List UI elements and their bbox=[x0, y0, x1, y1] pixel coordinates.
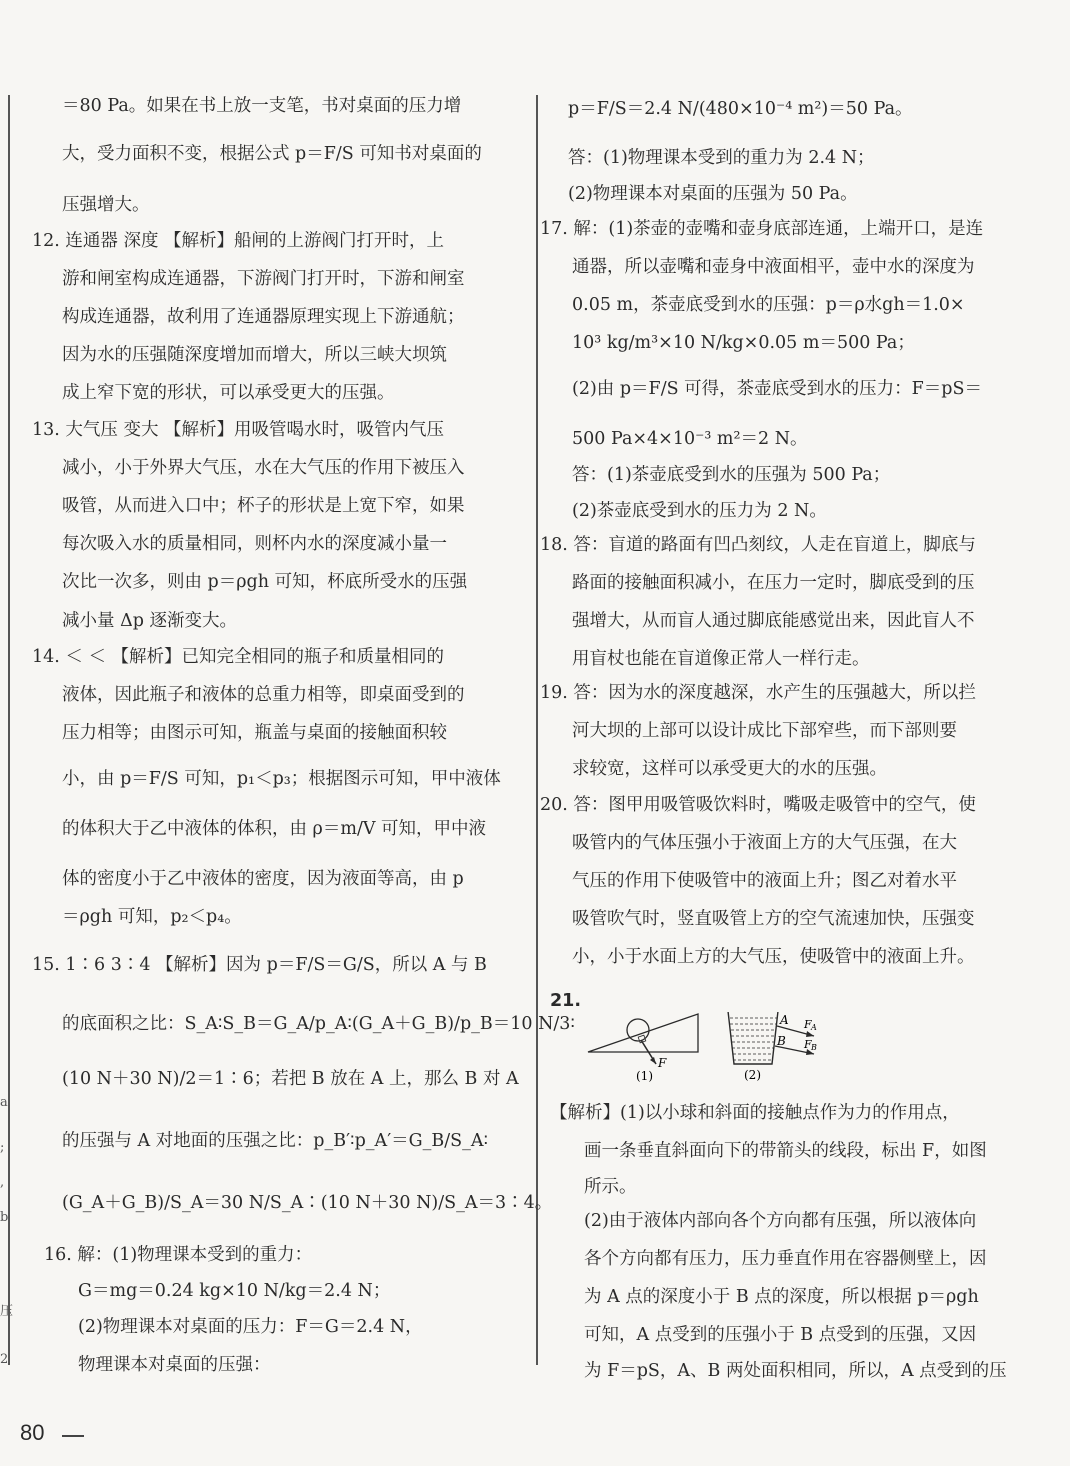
text-line: 小，由 p＝F/S 可知，p₁＜p₃；根据图示可知，甲中液体 bbox=[62, 769, 501, 789]
left-margin-rule bbox=[8, 95, 10, 1365]
text-line: 构成连通器，故利用了连通器原理实现上下游通航； bbox=[62, 307, 465, 327]
text-line: G＝mg＝0.24 kg×10 N/kg＝2.4 N； bbox=[78, 1281, 391, 1301]
text-line: 用盲杖也能在盲道像正常人一样行走。 bbox=[572, 649, 870, 669]
fig2-force-b-sub: B bbox=[811, 1043, 817, 1052]
text-line: 河大坝的上部可以设计成比下部窄些，而下部则要 bbox=[572, 721, 957, 741]
page-number-dash bbox=[62, 1435, 84, 1437]
text-line: 的压强与 A 对地面的压强之比：p_B′∶p_A′＝G_B/S_A∶ bbox=[62, 1131, 489, 1151]
text-line: 500 Pa×4×10⁻³ m²＝2 N。 bbox=[572, 429, 808, 449]
answer-19: 19. 答：因为水的深度越深，水产生的压强越大，所以拦 bbox=[540, 683, 976, 703]
text-line: p＝F/S＝2.4 N/(480×10⁻⁴ m²)＝50 Pa。 bbox=[568, 99, 913, 119]
text-line: 所示。 bbox=[584, 1177, 637, 1197]
text-line: 每次吸入水的质量相同，则杯内水的深度减小量一 bbox=[62, 534, 447, 554]
text-line: ＝80 Pa。如果在书上放一支笔，书对桌面的压力增 bbox=[62, 96, 462, 116]
text-line: 因为水的压强随深度增加而增大，所以三峡大坝筑 bbox=[62, 345, 447, 365]
text-line: 气压的作用下使吸管中的液面上升；图乙对着水平 bbox=[572, 871, 957, 891]
text-line: 为 F＝pS，A、B 两处面积相同，所以，A 点受到的压 bbox=[584, 1361, 1007, 1381]
text-line: (2)由于液体内部向各个方向都有压强，所以液体向 bbox=[584, 1211, 977, 1231]
text-line: (10 N＋30 N)/2＝1∶6；若把 B 放在 A 上，那么 B 对 A bbox=[62, 1069, 519, 1089]
margin-fragment: 压 bbox=[0, 1304, 14, 1319]
text-line: 画一条垂直斜面向下的带箭头的线段，标出 F，如图 bbox=[584, 1141, 987, 1161]
answer-17: 17. 解：(1)茶壶的壶嘴和壶身底部连通，上端开口，是连 bbox=[540, 219, 984, 239]
text-line: 减小量 Δp 逐渐变大。 bbox=[62, 611, 237, 631]
fig2-caption: (2) bbox=[744, 1068, 761, 1082]
answer-21: 21. bbox=[550, 991, 582, 1011]
text-line: 吸管，从而进入口中；杯子的形状是上宽下窄，如果 bbox=[62, 496, 465, 516]
text-line: 的体积大于乙中液体的体积，由 ρ＝m/V 可知，甲中液 bbox=[62, 819, 487, 839]
figure-1-incline bbox=[588, 1014, 698, 1082]
text-line: 通器，所以壶嘴和壶身中液面相平，壶中水的深度为 bbox=[572, 257, 975, 277]
text-line: (2)茶壶底受到水的压力为 2 N。 bbox=[572, 501, 827, 521]
fig2-force-a-sub: A bbox=[811, 1023, 817, 1032]
answer-20: 20. 答：图甲用吸管吸饮料时，嘴吸走吸管中的空气，使 bbox=[540, 795, 976, 815]
text-line: 路面的接触面积减小，在压力一定时，脚底受到的压 bbox=[572, 573, 975, 593]
text-line: (2)由 p＝F/S 可得，茶壶底受到水的压力：F＝pS＝ bbox=[572, 379, 982, 399]
text-line: 可知，A 点受到的压强小于 B 点受到的压强，又因 bbox=[584, 1325, 977, 1345]
text-line: 小，小于水面上方的大气压，使吸管中的液面上升。 bbox=[572, 947, 975, 967]
text-line: 吸管吹气时，竖直吸管上方的空气流速加快，压强变 bbox=[572, 909, 975, 929]
page-number: 80 bbox=[20, 1420, 45, 1445]
q21-figures bbox=[578, 1012, 858, 1082]
text-line: 游和闸室构成连通器，下游阀门打开时，下游和闸室 bbox=[62, 269, 465, 289]
text-line: 物理课本对桌面的压强： bbox=[78, 1355, 271, 1375]
fig1-caption: (1) bbox=[636, 1069, 653, 1082]
margin-fragment: b bbox=[0, 1210, 9, 1225]
text-line: 大，受力面积不变，根据公式 p＝F/S 可知书对桌面的 bbox=[62, 144, 482, 164]
text-line: 答：(1)物理课本受到的重力为 2.4 N； bbox=[568, 148, 875, 168]
fig2-point-a: A bbox=[780, 1013, 789, 1027]
margin-fragment: ; bbox=[0, 1140, 5, 1155]
fig2-force-a: F bbox=[804, 1018, 812, 1031]
figure-2-container bbox=[728, 1012, 817, 1082]
text-line: 求较宽，这样可以承受更大的水的压强。 bbox=[572, 759, 887, 779]
fig1-force-label: F bbox=[658, 1056, 667, 1070]
text-line: (G_A＋G_B)/S_A＝30 N/S_A∶(10 N＋30 N)/S_A＝3∶4。 bbox=[62, 1193, 553, 1213]
text-line: 减小，小于外界大气压，水在大气压的作用下被压入 bbox=[62, 458, 465, 478]
text-line: 次比一次多，则由 p＝ρgh 可知，杯底所受水的压强 bbox=[62, 572, 468, 592]
margin-fragment: , bbox=[0, 1175, 5, 1190]
text-line: 各个方向都有压力，压力垂直作用在容器侧壁上，因 bbox=[584, 1249, 987, 1269]
fig2-point-b: B bbox=[777, 1034, 786, 1048]
text-line: 【解析】(1)以小球和斜面的接触点作为力的作用点， bbox=[550, 1103, 960, 1123]
text-line: ＝ρgh 可知，p₂＜p₄。 bbox=[62, 907, 242, 927]
text-line: 吸管内的气体压强小于液面上方的大气压强，在大 bbox=[572, 833, 957, 853]
answer-16: 16. 解：(1)物理课本受到的重力： bbox=[44, 1245, 313, 1265]
answer-13: 13. 大气压 变大 【解析】用吸管喝水时，吸管内气压 bbox=[32, 420, 445, 440]
fig2-force-b: F bbox=[804, 1038, 812, 1051]
answer-15: 15. 1∶6 3∶4 【解析】因为 p＝F/S＝G/S，所以 A 与 B bbox=[32, 955, 487, 975]
column-divider bbox=[536, 95, 538, 1365]
text-line: 强增大，从而盲人通过脚底能感觉出来，因此盲人不 bbox=[572, 611, 975, 631]
text-line: 10³ kg/m³×10 N/kg×0.05 m＝500 Pa； bbox=[572, 333, 915, 353]
text-line: 压力相等；由图示可知，瓶盖与桌面的接触面积较 bbox=[62, 723, 447, 743]
answer-18: 18. 答：盲道的路面有凹凸刻纹，人走在盲道上，脚底与 bbox=[540, 535, 976, 555]
text-line: 0.05 m，茶壶底受到水的压强：p＝ρ水gh＝1.0× bbox=[572, 295, 965, 315]
text-line: (2)物理课本对桌面的压强为 50 Pa。 bbox=[568, 184, 858, 204]
text-line: 体的密度小于乙中液体的密度，因为液面等高，由 p bbox=[62, 869, 464, 889]
answer-14: 14. ＜ ＜ 【解析】已知完全相同的瓶子和质量相同的 bbox=[32, 647, 445, 667]
text-line: (2)物理课本对桌面的压力：F＝G＝2.4 N， bbox=[78, 1317, 423, 1337]
text-line: 的底面积之比：S_A∶S_B＝G_A/p_A∶(G_A＋G_B)/p_B＝10 N/3∶ bbox=[62, 1014, 575, 1034]
text-line: 液体，因此瓶子和液体的总重力相等，即桌面受到的 bbox=[62, 685, 465, 705]
margin-fragment: a bbox=[0, 1095, 8, 1110]
text-line: 答：(1)茶壶底受到水的压强为 500 Pa； bbox=[572, 465, 891, 485]
answer-12: 12. 连通器 深度 【解析】船闸的上游阀门打开时，上 bbox=[32, 231, 445, 251]
text-line: 成上窄下宽的形状，可以承受更大的压强。 bbox=[62, 383, 395, 403]
text-line: 压强增大。 bbox=[62, 195, 150, 215]
text-line: 为 A 点的深度小于 B 点的深度，所以根据 p＝ρgh bbox=[584, 1287, 979, 1307]
margin-fragment: 2 bbox=[0, 1352, 9, 1367]
